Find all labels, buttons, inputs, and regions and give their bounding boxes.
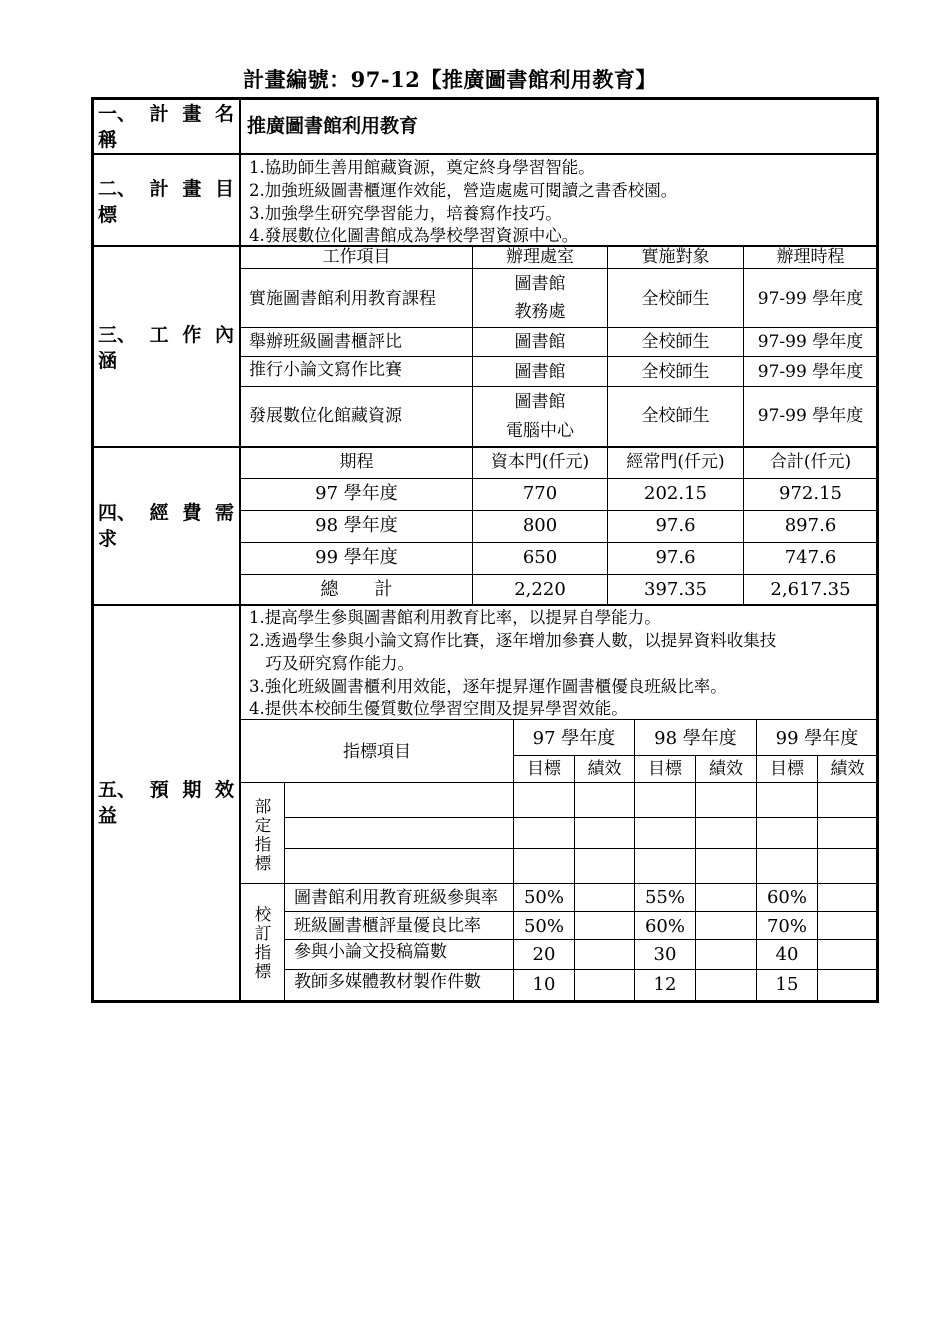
row-divider <box>284 939 877 940</box>
target: 全校師生 <box>641 289 710 309</box>
row-divider <box>241 574 877 575</box>
benefit-item: 巧及研究寫作能力。 <box>249 654 414 673</box>
header-capital: 資本門(仟元) <box>490 452 590 472</box>
plan-title: 計畫編號：97-12【推廣圖書館利用教育】 <box>243 67 657 92</box>
row-divider <box>241 883 877 884</box>
row-divider <box>241 386 877 387</box>
goal-item: 4.發展數位化圖書館成為學校學習資源中心。 <box>249 226 579 245</box>
year-header: 97 學年度 <box>532 728 616 749</box>
column-divider <box>574 755 575 1002</box>
budget-current-total: 397.35 <box>644 579 707 600</box>
header-current: 經常門(仟元) <box>626 452 725 472</box>
header-budget-period: 期程 <box>339 452 374 472</box>
row-divider <box>241 719 877 720</box>
header-office: 辦理處室 <box>506 247 574 267</box>
section-divider <box>91 446 879 448</box>
benefit-item: 4.提供本校師生優質數位學習空間及提昇學習效能。 <box>249 699 628 718</box>
row-divider <box>241 268 877 269</box>
indicator-name: 教師多媒體教材製作件數 <box>294 972 481 992</box>
goal-item: 2.加強班級圖書櫃運作效能，營造處處可閱讀之書香校園。 <box>249 181 678 200</box>
indicator-target: 50% <box>523 916 564 937</box>
row-divider <box>241 327 877 328</box>
target: 全校師生 <box>641 362 710 382</box>
budget-capital: 650 <box>522 547 558 568</box>
column-divider <box>695 755 696 1002</box>
header-target: 實施對象 <box>641 247 710 267</box>
row-divider <box>241 478 877 479</box>
work-item: 發展數位化館藏資源 <box>249 406 402 426</box>
target: 全校師生 <box>641 406 710 426</box>
period: 97-99 學年度 <box>757 332 864 352</box>
column-divider <box>284 782 285 1002</box>
period: 97-99 學年度 <box>757 289 864 309</box>
period: 97-99 學年度 <box>757 362 864 382</box>
indicator-target: 40 <box>775 944 799 965</box>
work-item: 實施圖書館利用教育課程 <box>249 289 436 309</box>
budget-current: 97.6 <box>655 547 696 568</box>
indicator-target: 60% <box>766 887 807 908</box>
work-item: 推行小論文寫作比賽 <box>249 360 402 380</box>
indicator-name: 參與小論文投稿篇數 <box>294 942 447 962</box>
row-divider <box>241 782 877 783</box>
budget-current: 202.15 <box>644 483 707 504</box>
work-item: 舉辦班級圖書櫃評比 <box>249 332 402 352</box>
budget-period: 98 學年度 <box>315 515 398 536</box>
benefit-item: 3.強化班級圖書櫃利用效能，逐年提昇運作圖書櫃優良班級比率。 <box>249 677 727 696</box>
indicator-name: 班級圖書櫃評量優良比率 <box>294 916 481 936</box>
sub-header-target: 目標 <box>527 759 561 779</box>
budget-period: 99 學年度 <box>315 547 398 568</box>
sub-header-target: 目標 <box>770 759 804 779</box>
budget-current: 97.6 <box>655 515 696 536</box>
row-divider <box>241 356 877 357</box>
budget-total: 972.15 <box>779 483 842 504</box>
sub-header-target: 目標 <box>648 759 682 779</box>
row-divider <box>284 848 877 849</box>
indicator-target: 12 <box>653 974 677 995</box>
office: 圖書館 <box>514 274 566 294</box>
benefit-item: 1.提高學生參與圖書館利用教育比率，以提昇自學能力。 <box>249 608 661 627</box>
office: 圖書館 <box>514 392 566 412</box>
budget-period: 97 學年度 <box>315 483 398 504</box>
benefit-item: 2.透過學生參與小論文寫作比賽，逐年增加參賽人數，以提昇資料收集技 <box>249 631 777 650</box>
section2-label: 二、 計 畫 目 標 <box>98 178 234 226</box>
school-indicators-label: 校 訂 指 標 <box>254 905 272 981</box>
section-divider <box>91 153 879 155</box>
indicator-header: 指標項目 <box>343 742 411 762</box>
row-divider <box>284 817 877 818</box>
section4-label: 四、 經 費 需 求 <box>98 502 234 550</box>
section5-label: 五、 預 期 效 益 <box>98 779 234 827</box>
office: 教務處 <box>514 302 566 322</box>
header-period: 辦理時程 <box>776 247 845 267</box>
budget-period-total: 總 計 <box>320 579 393 600</box>
section3-label: 三、 工 作 內 涵 <box>98 324 234 372</box>
budget-capital-total: 2,220 <box>514 579 566 600</box>
indicator-target: 20 <box>532 944 556 965</box>
row-divider <box>241 542 877 543</box>
header-total: 合計(仟元) <box>769 452 852 472</box>
row-divider <box>241 510 877 511</box>
sub-header-result: 績效 <box>830 759 865 779</box>
header-work-item: 工作項目 <box>322 247 391 267</box>
goal-item: 1.協助師生善用館藏資源，奠定終身學習智能。 <box>249 158 595 177</box>
budget-grand-total: 2,617.35 <box>770 579 851 600</box>
indicator-target: 70% <box>766 916 807 937</box>
indicator-target: 55% <box>644 887 685 908</box>
indicator-target: 15 <box>775 974 799 995</box>
indicator-target: 60% <box>644 916 685 937</box>
budget-capital: 800 <box>522 515 558 536</box>
year-header: 99 學年度 <box>775 728 859 749</box>
section1-label: 一、 計 畫 名 稱 <box>98 103 234 151</box>
sub-header-result: 績效 <box>709 759 743 779</box>
row-divider <box>284 911 877 912</box>
budget-capital: 770 <box>522 483 558 504</box>
sub-header-result: 績效 <box>587 759 622 779</box>
office: 圖書館 <box>514 332 566 352</box>
ministry-indicators-label: 部 定 指 標 <box>254 797 272 873</box>
budget-total: 897.6 <box>784 515 837 536</box>
row-divider <box>284 969 877 970</box>
plan-name: 推廣圖書館利用教育 <box>247 115 419 137</box>
goal-item: 3.加強學生研究學習能力，培養寫作技巧。 <box>249 204 562 223</box>
office: 電腦中心 <box>506 421 574 441</box>
budget-total: 747.6 <box>784 547 837 568</box>
year-header: 98 學年度 <box>654 728 737 749</box>
target: 全校師生 <box>641 332 710 352</box>
column-divider <box>817 755 818 1002</box>
office: 圖書館 <box>514 362 566 382</box>
indicator-target: 10 <box>532 974 556 995</box>
period: 97-99 學年度 <box>757 406 864 426</box>
indicator-name: 圖書館利用教育班級參與率 <box>294 888 498 908</box>
indicator-target: 50% <box>523 887 564 908</box>
indicator-target: 30 <box>653 944 677 965</box>
